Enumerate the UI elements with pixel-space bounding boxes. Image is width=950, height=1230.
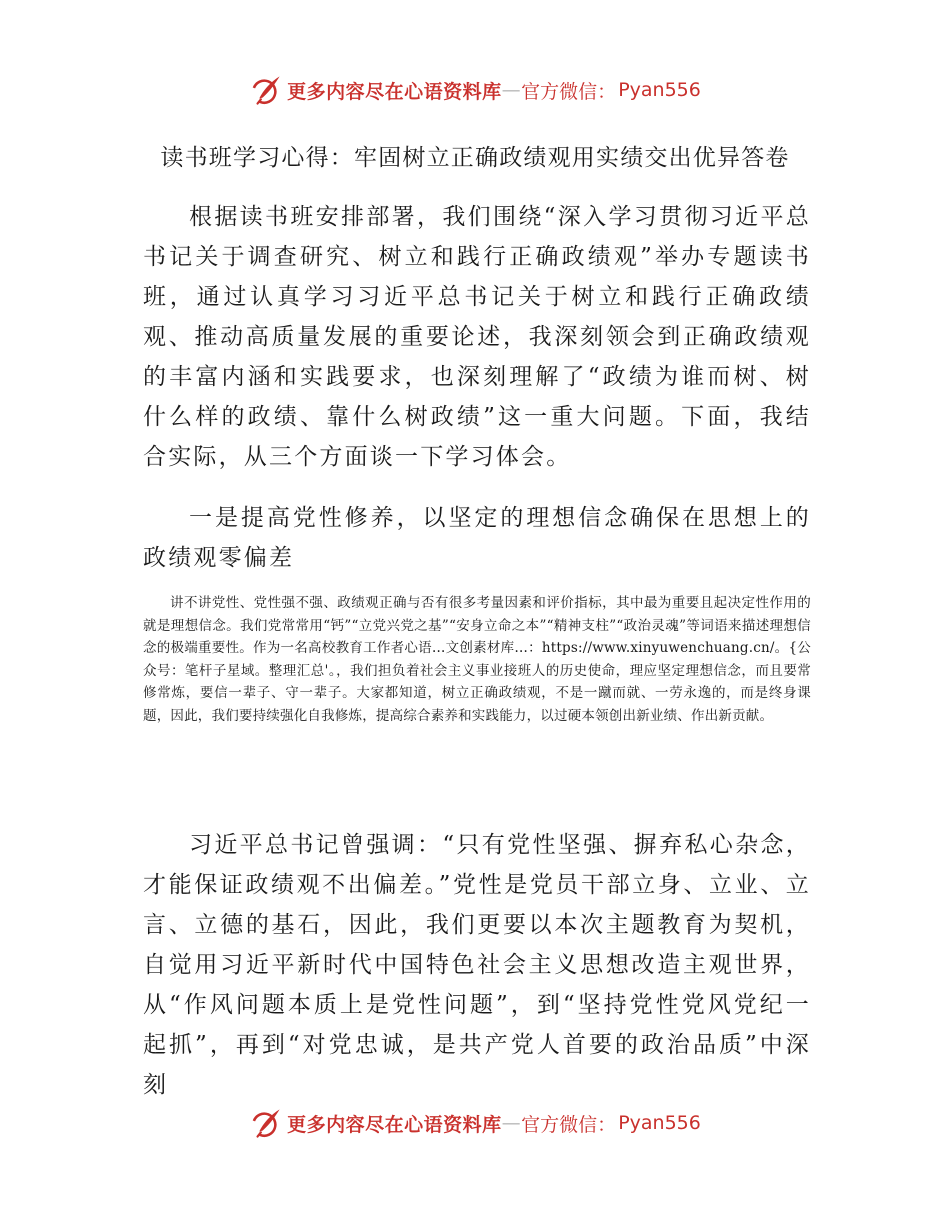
- quote-paragraph: 习近平总书记曾强调：“只有党性坚强、摒弃私心杂念，才能保证政绩观不出偏差。”党性是党员干部立身、立业、立言、立德的基石，因此，我们更要以本次主题教育为契机，自觉用习近平新时代中国特色社会主义思想改造主观世界，从“作风问题本质上是党性问题”，到“坚持党性党风党纪一起抓”，再到“对党忠诚，是共产党人首要的政治品质”中深刻: [143, 832, 811, 1098]
- footer-banner: [0, 1103, 950, 1143]
- banner-wechat-id: Pyan556: [618, 79, 701, 101]
- small-print-paragraph: 讲不讲党性、党性强不强、政绩观正确与否有很多考量因素和评价指标，其中最为重要且起决定性作用的就是理想信念。我们党常常用“钙”“立党兴党之基”“安身立命之本”“精神支柱”“政治灵魂”等词语来描述理想信念的极端重要性。作为一名高校教育工作者心语…文创素材库…：https://www.xinyuwenchuang.cn/。{公众号：笔杆子星域。整理汇总'。，我们担负着社会主义事业接班人的历史使命，理应坚定理想信念，而且要常修常炼，要信一辈子、守一辈子。大家都知道，树立正确政绩观，不是一蹴而就、一劳永逸的，而是终身课题，因此，我们要持续强化自我修炼，提高综合素养和实践能力，以过硬本领创出新业绩、作出新贡献。: [143, 595, 811, 724]
- section-heading-one: 一是提高党性修养，以坚定的理想信念确保在思想上的政绩观零偏差: [143, 505, 811, 571]
- intro-paragraph: 根据读书班安排部署，我们围绕“深入学习贯彻习近平总书记关于调查研究、树立和践行正确政绩观”举办专题读书班，通过认真学习习近平总书记关于树立和践行正确政绩观、推动高质量发展的重要论述，我深刻领会到正确政绩观的丰富内涵和实践要求，也深刻理解了“政绩为谁而树、树什么样的政绩、靠什么树政绩”这一重大问题。下面，我结合实际，从三个方面谈一下学习体会。: [143, 204, 811, 470]
- quill-logo-icon: [249, 73, 283, 107]
- banner-site-text: 更多内容尽在心语资料库: [287, 80, 502, 103]
- banner-site-text: 更多内容尽在心语资料库: [287, 1113, 502, 1136]
- section-heading-block: [143, 498, 811, 578]
- banner-dash: —: [501, 79, 522, 101]
- document-title: 读书班学习心得：牢固树立正确政绩观用实绩交出优异答卷: [160, 145, 790, 171]
- banner-dash: —: [501, 1112, 522, 1134]
- header-banner: [0, 70, 950, 110]
- banner-wechat-label: 官方微信：: [521, 1113, 617, 1136]
- quote-paragraph-block: [143, 825, 811, 1105]
- quill-logo-icon: [249, 1106, 283, 1140]
- banner-wechat-label: 官方微信：: [521, 80, 617, 103]
- small-paragraph-block: [143, 592, 811, 727]
- intro-paragraph-block: [143, 197, 811, 477]
- banner-wechat-id: Pyan556: [618, 1112, 701, 1134]
